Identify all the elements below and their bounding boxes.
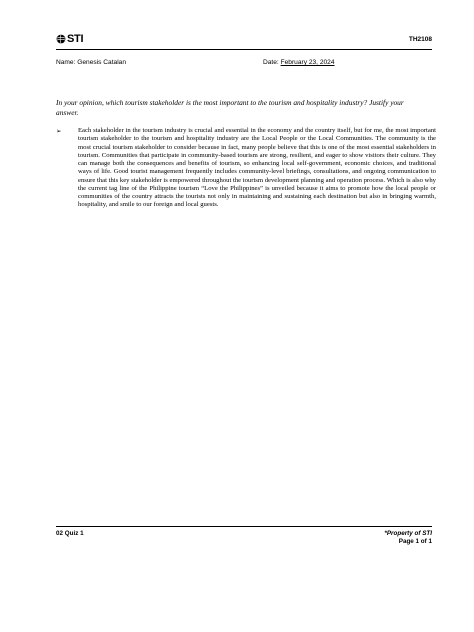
course-code: TH2108 — [408, 36, 432, 43]
page-number: Page 1 of 1 — [398, 537, 432, 545]
name-value: Genesis Catalan — [77, 59, 127, 66]
footer-right — [384, 530, 432, 545]
answer-block — [56, 127, 436, 210]
sti-logo — [56, 33, 83, 45]
arrow-bullet-icon: ➢ — [56, 127, 62, 135]
date-value: February 23, 2024 — [280, 59, 335, 66]
name-label: Name: — [56, 59, 76, 66]
date-label: Date: — [263, 59, 279, 66]
name-field — [56, 58, 126, 68]
answer-text: Each stakeholder in the tourism industry is crucial and essential in the economy and the country itself, but for me, the most important tourism stakeholder to the tourism and hospitality industry are the Local People or the Local Communities. The community is the most crucial tourism stakeholder to consider because in fact, many people believe that this is one of the most essential stakeholders in tourism. Communities that participate in community-based tourism are strong, resilient, and eager to show visitors their culture. They can manage both the consequences and benefits of tourism, so enhancing local self-government, economic choices, and traditional ways of life. Good tourist management frequently includes community-level briefings, consultations, and ongoing communication to ensure that this key stakeholder is empowered throughout the tourism development planning and operation process. Which is also why the current tag line of the Philippine tourism “Love the Philippines” is unveiled because it aims to promote how the local people or communities of the country attracts the tourists not only in maintaining and sustaining each destination but also in bringing warmth, hospitality, and smile to our foreign and local guests. — [78, 127, 436, 209]
quiz-label: 02 Quiz 1 — [56, 530, 84, 537]
footer-divider — [56, 526, 432, 527]
globe-icon — [56, 34, 66, 44]
question-text: In your opinion, which tourism stakeholder is the most important to the tourism and hospitality industry? Justify your answer. — [56, 98, 404, 117]
property-notice: *Property of STI — [384, 530, 432, 537]
logo-text: STI — [67, 33, 84, 45]
student-info-row — [56, 58, 432, 68]
date-field — [263, 58, 335, 68]
header-divider — [56, 49, 432, 50]
